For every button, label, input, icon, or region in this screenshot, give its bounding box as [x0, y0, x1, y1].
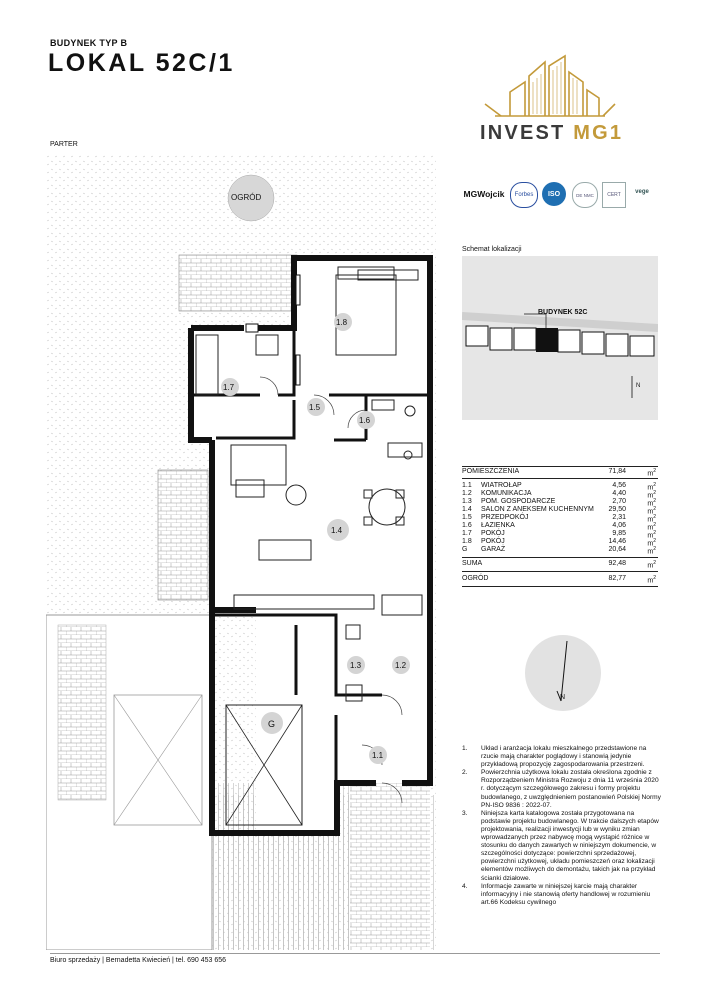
room-label-1-7: 1.7	[223, 383, 235, 392]
row-num: 1.6	[462, 522, 472, 529]
row-name: POKÓJ	[481, 538, 505, 545]
iso-badge: ISO	[542, 182, 566, 206]
room-label-1-4: 1.4	[331, 526, 343, 535]
row-name: POKÓJ	[481, 530, 505, 537]
row-value: 4,56	[612, 482, 626, 489]
unit-sup: 2	[653, 490, 656, 496]
row-num: 1.4	[462, 506, 472, 513]
garden-value: 82,77	[608, 575, 626, 582]
row-value: 2,31	[612, 514, 626, 521]
unit-sup: 2	[653, 468, 656, 474]
note-num: 3.	[462, 809, 468, 817]
room-label-1-5: 1.5	[309, 403, 321, 412]
brand-name-part2: MG1	[573, 122, 624, 144]
unit-sup: 2	[653, 538, 656, 544]
compass-icon	[523, 633, 603, 713]
unit-text: m	[647, 508, 654, 516]
certification-logos	[462, 178, 656, 212]
row-name: POM. GOSPODARCZE	[481, 498, 556, 505]
room-label-1-3: 1.3	[350, 661, 362, 670]
location-map	[462, 256, 658, 420]
brand-name-part1: INVEST	[480, 122, 566, 144]
unit-text: m	[647, 540, 654, 548]
table-garden-row	[462, 575, 658, 584]
row-num: G	[462, 546, 468, 553]
unit-sup: 2	[653, 522, 656, 528]
unit-text: m	[647, 532, 654, 540]
row-num: 1.7	[462, 530, 472, 537]
cert-badge: CERT	[602, 182, 626, 208]
unit-text: m	[647, 492, 654, 500]
invest-mg1-logo	[465, 52, 635, 162]
denmc-badge: DE NMC	[572, 182, 598, 208]
garden-unit	[647, 575, 656, 584]
row-name: PRZEDPOKÓJ	[481, 514, 529, 521]
rooms-table-header	[462, 468, 658, 477]
note-num: 1.	[462, 745, 468, 752]
room-label-1-1: 1.1	[372, 751, 384, 760]
row-value: 9,85	[612, 530, 626, 537]
note-item	[462, 745, 662, 769]
table-header-name: POMIESZCZENIA	[462, 468, 520, 475]
note-text: Powierzchnia użytkowa lokalu została określona zgodnie z Rozporządzeniem Ministra Rozwoju z dnia 11 września 2020 r. dotyczącym szczegółowego zakresu i formy projektu budowlanego, z uwzględnieniem postanowień Polskiej Normy PN-ISO 9836 : 2022-07.	[481, 769, 661, 809]
unit-sup: 2	[653, 506, 656, 512]
unit-text: m	[647, 524, 654, 532]
unit-sup: 2	[653, 514, 656, 520]
location-building-label: BUDYNEK 52C	[538, 309, 588, 316]
room-label-garage: G	[268, 719, 276, 729]
unit-sup: 2	[653, 546, 656, 552]
row-name: KOMUNIKACJA	[481, 490, 532, 497]
footer-divider	[50, 953, 660, 954]
location-label: Schemat lokalizacji	[462, 246, 522, 253]
row-value: 29,50	[608, 506, 626, 513]
sum-unit	[647, 560, 656, 569]
sum-value: 92,48	[608, 560, 626, 567]
unit-sup: 2	[653, 560, 656, 566]
unit-text: m	[647, 516, 654, 524]
building-type: BUDYNEK TYP B	[50, 38, 128, 48]
garden-label: OGRÓD	[231, 193, 262, 202]
garden-name: OGRÓD	[462, 575, 489, 582]
forbes-badge: Forbes	[510, 182, 538, 208]
unit-sup: 2	[653, 498, 656, 504]
row-value: 14,46	[608, 538, 626, 545]
unit-sup: 2	[653, 530, 656, 536]
table-header-value: 71,84	[608, 468, 626, 475]
table-header-unit	[647, 468, 656, 477]
unit-text: m	[647, 484, 654, 492]
notes	[462, 745, 662, 907]
vege-logo: vege	[635, 189, 649, 195]
mgwojcik-logo: MGWojcik	[463, 189, 505, 199]
row-num: 1.2	[462, 490, 472, 497]
note-item	[462, 769, 662, 809]
row-num: 1.1	[462, 482, 472, 489]
table-row	[462, 546, 658, 555]
note-num: 4.	[462, 882, 468, 890]
row-name: WIATROŁAP	[481, 482, 522, 489]
note-text: Informacje zawarte w niniejszej karcie mają charakter informacyjny i nie stanowią oferty handlowej w rozumieniu art.66 Kodeksu cywilnego	[481, 882, 651, 906]
unit-sup: 2	[653, 575, 656, 581]
note-num: 2.	[462, 769, 468, 777]
floor-plan	[46, 155, 436, 950]
room-label-1-2: 1.2	[395, 661, 407, 670]
row-value: 4,40	[612, 490, 626, 497]
note-text: Niniejsza karta katalogowa została przygotowana na podstawie projektu budowlanego. W trakcie dalszych etapów projektowania, realizacji inwestycji lub w wyniku zmian wprowadzanych przez nabywcę mogą wystąpić różnice w stosunku do danych zawartych w niniejszym dokumencie, w szczególności dotyczące: powierzchni sprzedażowej, powierzchni użytkowej, układu pomieszczeń oraz lokalizacji elementów możliwych do demontażu, takich jak na przykład ścianki działowe.	[481, 809, 659, 882]
row-value: 4,06	[612, 522, 626, 529]
floor-label: PARTER	[50, 141, 78, 148]
row-unit	[647, 546, 656, 555]
room-label-1-6: 1.6	[359, 416, 371, 425]
unit-sup: 2	[653, 482, 656, 488]
sum-name: SUMA	[462, 560, 483, 567]
table-sum-row	[462, 560, 658, 569]
location-north: N	[636, 383, 641, 389]
unit-text: m	[647, 577, 654, 585]
unit-text: m	[647, 548, 654, 556]
brand-name	[480, 122, 623, 145]
unit-text: m	[647, 470, 654, 478]
note-item	[462, 883, 662, 907]
compass-north-label: N	[560, 694, 566, 701]
unit-text: m	[647, 500, 654, 508]
row-name: GARAŻ	[481, 546, 506, 553]
row-name: SALON Z ANEKSEM KUCHENNYM	[481, 506, 594, 513]
room-label-1-8: 1.8	[336, 318, 348, 327]
row-value: 2,70	[612, 498, 626, 505]
unit-text: m	[647, 562, 654, 570]
page-title: LOKAL 52C/1	[48, 49, 235, 77]
note-text: Układ i aranżacja lokalu mieszkalnego przedstawione na rzucie mają charakter poglądowy i stanowią jedynie przykładową propozycję zagospodarowania przestrzeni.	[481, 745, 647, 769]
footer-contact: Biuro sprzedaży | Bernadetta Kwiecień | tel. 690 453 656	[50, 957, 227, 964]
row-num: 1.8	[462, 538, 472, 545]
row-num: 1.3	[462, 498, 472, 505]
note-item	[462, 810, 662, 883]
row-name: ŁAZIENKA	[481, 522, 515, 529]
row-num: 1.5	[462, 514, 472, 521]
row-value: 20,64	[608, 546, 626, 553]
